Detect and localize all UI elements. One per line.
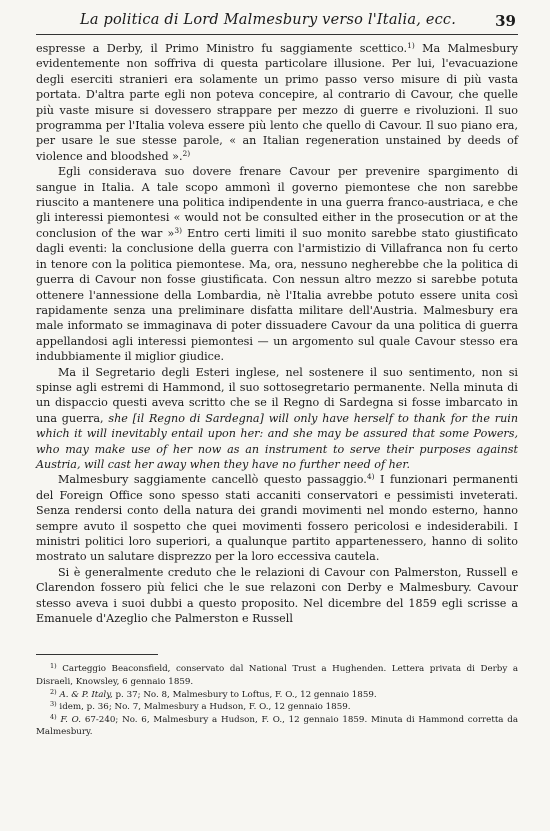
footnote: $^{2)}$ A. & P. Italy, p. 37; No. 8, Malmesbury to Loftus, F. O., 12 gennaio 1859. <box>50 687 377 700</box>
footnote-rule <box>36 654 158 655</box>
footnote-ref: 3) <box>174 225 183 235</box>
footnote-ref: 4) <box>366 472 375 482</box>
body-text <box>36 41 518 626</box>
paragraph: Ma il Segretario degli Esteri inglese, nel sostenere il suo sentimento, non si spinse agli estremi di Hammond, il suo sottosegretario permanente. Nella minuta di un dispaccio questi aveva scritto che se il Regno di Sardegna si fosse imbarcato in una guerra, she [il Regno di Sardegna] will only have herself to thank for the ruin which it will inevitably entail upon her: and she may be assured that some Powers, who may make use of her now as an instrument to serve their purposes against Austria, will cast her away when they have no further need of her. <box>36 365 518 471</box>
running-title: La politica di Lord Malmesbury verso l'Italia, ecc. <box>80 12 457 28</box>
paragraph: espresse a Derby, il Primo Ministro fu saggiamente scettico.$^{1)}$ Ma Malmesbury evidentemente non soffriva di questa particolare illusione. Per lui, l'evacuazione degli eserciti stranieri era solamente un primo passo verso misure di più vasta portata. D'altra parte egli non poteva concepire, al contrario di Cavour, che quelle più vaste misure si dovessero strappare per mezzo di guerre e rivoluzioni. Il suo programma per l'Italia voleva essere più lento che quello di Cavour. Il suo piano era, per usare le sue stesse parole, « an Italian regeneration unstained by deeds of violence and bloodshed ».$^{2)}$ <box>36 41 518 163</box>
page-number: 39 <box>495 12 516 30</box>
footnote: $^{4)}$ F. O. 67-240; No. 6, Malmesbury a Hudson, F. O., 12 gennaio 1859. Minuta di Hammond corretta da Malmesbury. <box>36 712 519 738</box>
footnote-ref: 2) <box>182 148 191 158</box>
paragraph: Si è generalmente creduto che le relazioni di Cavour con Palmerston, Russell e Clarendon fossero più felici che le sue relazoni con Derby e Malmesbury. Cavour stesso aveva i suoi dubbi a questo proposito. Nel dicembre del 1859 egli scrisse a Emanuele d'Azeglio che Palmerston e Russell <box>36 565 518 626</box>
footnote: $^{1)}$ Carteggio Beaconsfield, conservato dal National Trust a Hughenden. Lettera privata di Derby a Disraeli, Knowsley, 6 gennaio 1859. <box>36 662 518 688</box>
paragraph: Egli considerava suo dovere frenare Cavour per prevenire spargimento di sangue in Italia. A tale scopo ammonì il governo piemontese che non sarebbe riuscito a mantenere una politica indipendente in una guerra franco-austriaca, e che gli interessi piemontesi « would not be consulted either in the prosecution or at the conclusion of the war »$^{3)}$ Entro certi limiti il suo monito sarebbe stato giustificato dagli eventi: la conclusione della guerra con l'armistizio di Villafranca non fu certo in tenore con la politica piemontese. Ma, ora, nessuno negherebbe che la politica di guerra di Cavour non fosse giustificata. Con nessun altro mezzo si sarebbe potuta ottenere l'annessione della Lombardia, nè l'Italia avrebbe potuto essere unita così rapidamente senza una preliminare disfatta militare dell'Austria. Malmesbury era male informato se immaginava di poter dissuadere Cavour da una politica di guerra appellandosi agli interessi piemontesi — un argomento sul quale Cavour stesso era indubbiamente il miglior giudice. <box>36 165 518 364</box>
footnote-ref: 1) <box>407 41 415 50</box>
paragraph: Malmesbury saggiamente cancellò questo passaggio.$^{4)}$ I funzionari permanenti del Foreign Office sono spesso stati accaniti conservatori e pessimisti inveterati. Senza rendersi conto della natura dei grandi movimenti nel mondo esterno, hanno sempre avuto il sospetto che quei movimenti fossero pericolosi e indesiderabili. I ministri politici loro superiori, a qualunque partito appartenessero, hanno di solito mostrato un salutare disprezzo per la loro eccessiva cautela. <box>36 472 518 564</box>
footnotes <box>36 663 518 739</box>
running-header <box>36 10 518 35</box>
quoted-passage: she [il Regno di Sardegna] will only have herself to thank for the ruin which it will inevitably entail upon her: and she may be assured that some Powers, who may make use of her now as an instrument to serve their purposes against Austria, will cast her away when they have no further need of her. <box>36 411 518 471</box>
footnote: $^{3)}$ idem, p. 36; No. 7, Malmesbury a Hudson, F. O., 12 gennaio 1859. <box>50 700 351 713</box>
